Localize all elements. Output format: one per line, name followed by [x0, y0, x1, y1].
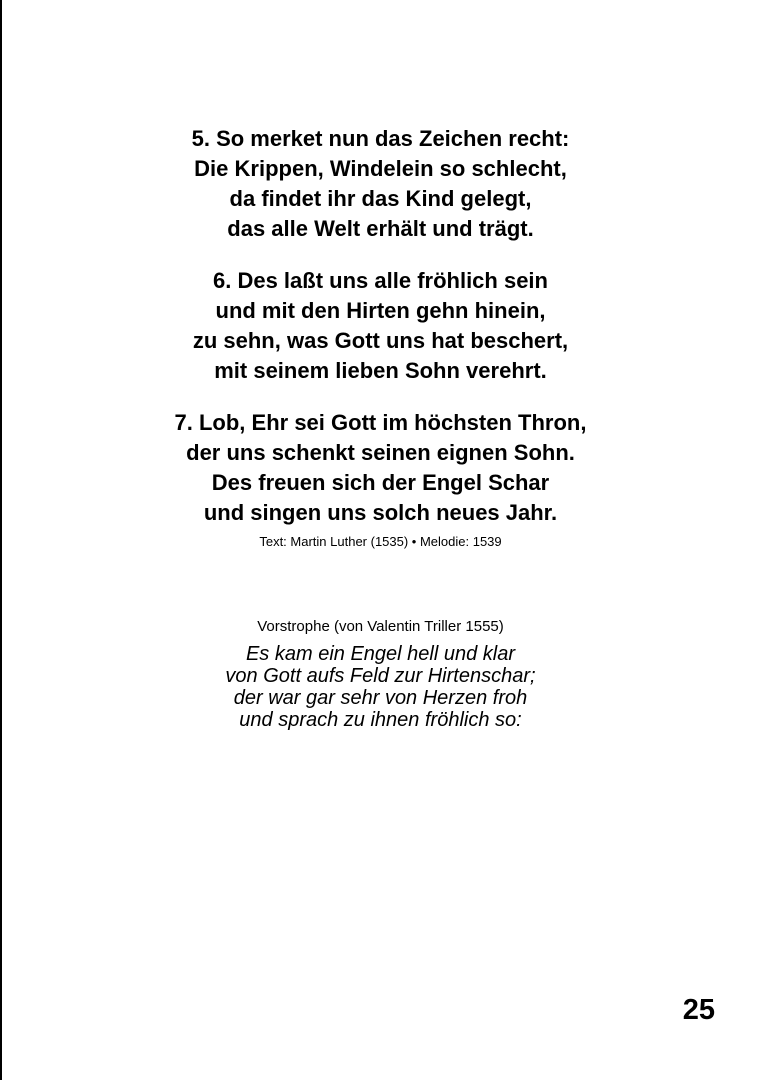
hymn-verses — [0, 124, 761, 550]
page-number: 25 — [682, 994, 715, 1026]
intro-line: und sprach zu ihnen fröhlich so: — [239, 709, 522, 731]
verse-line: und singen uns solch neues Jahr. — [203, 500, 558, 525]
verse-5 — [0, 124, 761, 244]
verse-line: 7. Lob, Ehr sei Gott im höchsten Thron, — [174, 410, 587, 435]
verse-line: das alle Welt erhält und trägt. — [227, 216, 534, 241]
verse-6 — [0, 266, 761, 386]
verse-line: Des freuen sich der Engel Schar — [211, 470, 550, 495]
verse-line: 6. Des laßt uns alle fröhlich sein — [213, 268, 548, 293]
verse-line: Die Krippen, Windelein so schlecht, — [194, 156, 567, 181]
intro-line: Es kam ein Engel hell und klar — [245, 643, 516, 665]
credit-line: Text: Martin Luther (1535) • Melodie: 1539 — [259, 534, 502, 549]
intro-line: der war gar sehr von Herzen froh — [233, 687, 528, 709]
verse-7 — [0, 408, 761, 528]
intro-section — [0, 617, 761, 731]
verse-line: der uns schenkt seinen eignen Sohn. — [186, 440, 575, 465]
verse-line: mit seinem lieben Sohn verehrt. — [214, 358, 547, 383]
intro-verse — [0, 643, 761, 731]
intro-line: von Gott aufs Feld zur Hirtenschar; — [225, 665, 536, 687]
intro-title: Vorstrophe (von Valentin Triller 1555) — [257, 618, 504, 635]
verse-line: 5. So merket nun das Zeichen recht: — [191, 126, 570, 151]
verse-line: da findet ihr das Kind gelegt, — [229, 186, 532, 211]
verse-line: zu sehn, was Gott uns hat beschert, — [192, 328, 569, 353]
verse-line: und mit den Hirten gehn hinein, — [215, 298, 546, 323]
